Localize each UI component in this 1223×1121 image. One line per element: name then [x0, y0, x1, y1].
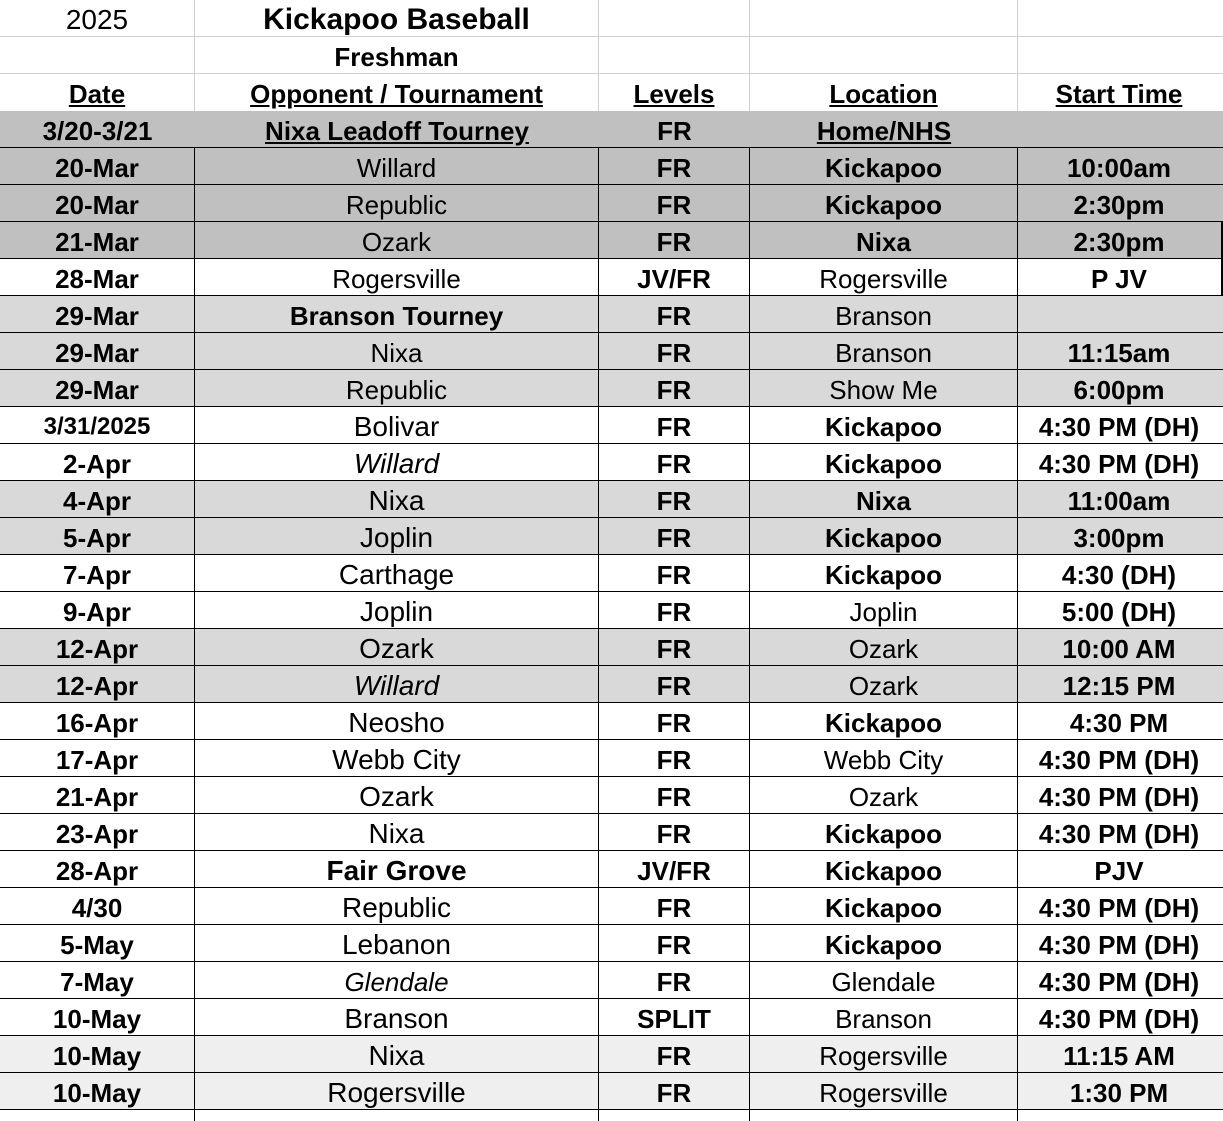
levels-cell: FR: [599, 222, 750, 259]
location-cell: Branson: [750, 999, 1018, 1036]
table-row: [0, 814, 1223, 851]
time-cell: 4:30 (DH): [1061, 559, 1177, 590]
table-row: [0, 555, 1223, 592]
opponent-cell: Neosho: [195, 703, 599, 740]
row-border: [0, 554, 1223, 555]
table-row: [0, 925, 1223, 962]
column-border: [194, 1110, 195, 1121]
row-border: [0, 702, 1223, 703]
row-border: [0, 332, 1223, 333]
time-cell: 10:00 AM: [1062, 633, 1176, 664]
time-cell: 2:30pm: [1073, 189, 1165, 220]
time-cell: 4:30 PM (DH): [1038, 892, 1200, 923]
location-cell: Rogersville: [750, 259, 1018, 296]
table-row: [0, 333, 1223, 370]
date-cell: 20-Mar: [0, 148, 195, 185]
table-row: [0, 222, 1223, 259]
levels-cell: FR: [599, 148, 750, 185]
location-cell: Kickapoo: [750, 148, 1018, 185]
location-cell: Kickapoo: [750, 444, 1018, 481]
location-cell: Kickapoo: [750, 518, 1018, 555]
date-cell: 20-Mar: [0, 185, 195, 222]
location-cell: Webb City: [750, 740, 1018, 777]
opponent-cell: Bolivar: [195, 407, 599, 444]
row-border: [0, 443, 1223, 444]
table-row: [0, 1036, 1223, 1073]
time-cell: 4:30 PM (DH): [1038, 818, 1200, 849]
time-cell: 5:00 (DH): [1061, 596, 1177, 627]
levels-cell: FR: [599, 555, 750, 592]
row-border: [0, 1035, 1223, 1036]
empty-cell: [0, 37, 195, 74]
time-cell: 10:00am: [1066, 152, 1172, 183]
levels-cell: FR: [599, 444, 750, 481]
time-cell: 4:30 PM (DH): [1038, 966, 1200, 997]
date-cell: 29-Mar: [0, 296, 195, 333]
table-row: [0, 444, 1223, 481]
column-border: [1017, 1110, 1018, 1121]
table-row: [0, 370, 1223, 407]
levels-cell: FR: [599, 962, 750, 999]
opponent-cell: Rogersville: [195, 1073, 599, 1110]
time-cell: 2:30pm: [1073, 226, 1165, 257]
levels-cell: FR: [599, 518, 750, 555]
header-opponent: Opponent / Tournament: [195, 74, 599, 111]
location-cell: Nixa: [750, 222, 1018, 259]
time-cell: [1018, 111, 1220, 148]
header-start-time: Start Time: [1055, 78, 1183, 109]
row-border: [0, 998, 1223, 999]
row-border: [0, 184, 1223, 185]
opponent-cell: Branson Tourney: [195, 296, 599, 333]
grid-line: [0, 36, 1223, 37]
empty-cell: [599, 0, 750, 37]
date-cell: 12-Apr: [0, 629, 195, 666]
date-cell: 29-Mar: [0, 333, 195, 370]
row-border: [0, 739, 1223, 740]
grid-line: [0, 73, 1223, 74]
opponent-cell: Ozark: [195, 777, 599, 814]
opponent-cell: Webb City: [195, 740, 599, 777]
table-row: [0, 999, 1223, 1036]
levels-cell: FR: [599, 703, 750, 740]
table-row: [0, 185, 1223, 222]
location-cell: Show Me: [750, 370, 1018, 407]
date-cell: 10-May: [0, 1073, 195, 1110]
empty-cell: [1018, 37, 1220, 74]
opponent-cell: Branson: [195, 999, 599, 1036]
row-border: [0, 628, 1223, 629]
location-cell: Joplin: [750, 592, 1018, 629]
table-row: [0, 888, 1223, 925]
opponent-cell: Republic: [195, 370, 599, 407]
year-label: 2025: [0, 0, 195, 37]
date-cell: 21-Apr: [0, 777, 195, 814]
opponent-cell: Rogersville: [195, 259, 599, 296]
date-cell: 12-Apr: [0, 666, 195, 703]
location-cell: Ozark: [750, 666, 1018, 703]
levels-cell: JV/FR: [599, 851, 750, 888]
opponent-cell: Carthage: [195, 555, 599, 592]
location-cell: Kickapoo: [750, 703, 1018, 740]
row-border: [0, 147, 1223, 148]
levels-cell: JV/FR: [599, 259, 750, 296]
row-border: [0, 665, 1223, 666]
date-cell: 4-Apr: [0, 481, 195, 518]
date-cell: 7-Apr: [0, 555, 195, 592]
date-cell: 16-Apr: [0, 703, 195, 740]
location-cell: Kickapoo: [750, 888, 1018, 925]
opponent-cell: Joplin: [195, 592, 599, 629]
date-cell: 5-Apr: [0, 518, 195, 555]
date-cell: 5-May: [0, 925, 195, 962]
table-row: [0, 777, 1223, 814]
levels-cell: SPLIT: [599, 999, 750, 1036]
time-cell: 11:15 AM: [1063, 1040, 1175, 1071]
levels-cell: FR: [599, 333, 750, 370]
date-cell: 7-May: [0, 962, 195, 999]
table-row: [0, 259, 1223, 296]
opponent-cell: Joplin: [195, 518, 599, 555]
time-cell: 4:30 PM (DH): [1038, 929, 1200, 960]
row-border: [0, 406, 1223, 407]
opponent-cell: Willard: [195, 148, 599, 185]
date-cell: 10-May: [0, 1036, 195, 1073]
time-cell: [1018, 296, 1220, 333]
time-cell: 4:30 PM (DH): [1038, 411, 1200, 442]
levels-cell: FR: [599, 629, 750, 666]
time-cell: 3:00pm: [1073, 522, 1165, 553]
location-cell: Kickapoo: [750, 407, 1018, 444]
row-border: [0, 517, 1223, 518]
time-cell: 11:00am: [1067, 485, 1171, 516]
time-cell: PJV: [1094, 855, 1144, 886]
table-row: [0, 592, 1223, 629]
row-border: [0, 961, 1223, 962]
header-location: Location: [750, 74, 1018, 111]
table-row: [0, 962, 1223, 999]
opponent-cell: Nixa: [195, 1036, 599, 1073]
empty-cell: [750, 0, 1018, 37]
levels-cell: FR: [599, 370, 750, 407]
row-border: [0, 1072, 1223, 1073]
location-cell: Kickapoo: [750, 851, 1018, 888]
opponent-cell: Willard: [195, 444, 599, 481]
levels-cell: FR: [599, 296, 750, 333]
empty-cell: [750, 37, 1018, 74]
time-cell: 4:30 PM (DH): [1038, 448, 1200, 479]
levels-cell: FR: [599, 666, 750, 703]
table-row: [0, 518, 1223, 555]
table-row: [0, 481, 1223, 518]
date-cell: 4/30: [0, 888, 195, 925]
table-row: [0, 1073, 1223, 1110]
row-border: [0, 776, 1223, 777]
empty-cell: [1018, 0, 1220, 37]
location-cell: Ozark: [750, 777, 1018, 814]
levels-cell: FR: [599, 185, 750, 222]
opponent-cell: Nixa: [195, 333, 599, 370]
levels-cell: FR: [599, 777, 750, 814]
location-cell: Kickapoo: [750, 185, 1018, 222]
row-border: [0, 369, 1223, 370]
levels-cell: FR: [599, 925, 750, 962]
time-cell: 4:30 PM (DH): [1038, 781, 1200, 812]
levels-cell: FR: [599, 407, 750, 444]
table-row: [0, 296, 1223, 333]
location-cell: Rogersville: [750, 1073, 1018, 1110]
levels-cell: FR: [599, 814, 750, 851]
team-title: Kickapoo Baseball: [195, 0, 599, 37]
level-title: Freshman: [195, 37, 599, 74]
row-border: [0, 480, 1223, 481]
location-cell: Branson: [750, 333, 1018, 370]
levels-cell: FR: [599, 481, 750, 518]
column-border: [598, 1110, 599, 1121]
opponent-cell: Ozark: [195, 222, 599, 259]
table-row: [0, 407, 1223, 444]
levels-cell: FR: [599, 1073, 750, 1110]
location-cell: Kickapoo: [750, 925, 1018, 962]
empty-cell: [599, 37, 750, 74]
levels-cell: FR: [599, 1036, 750, 1073]
subtitle-row: [0, 37, 1223, 74]
time-cell: 4:30 PM: [1069, 707, 1169, 738]
opponent-cell: Nixa: [195, 814, 599, 851]
location-cell: Kickapoo: [750, 555, 1018, 592]
row-border: [0, 887, 1223, 888]
date-cell: 29-Mar: [0, 370, 195, 407]
table-row: [0, 740, 1223, 777]
opponent-cell: Nixa: [195, 481, 599, 518]
opponent-cell: Nixa Leadoff Tourney: [265, 115, 529, 146]
row-border: [0, 924, 1223, 925]
table-row: [0, 703, 1223, 740]
opponent-cell: Willard: [195, 666, 599, 703]
date-cell: 2-Apr: [0, 444, 195, 481]
time-cell: 4:30 PM (DH): [1038, 744, 1200, 775]
opponent-cell: Lebanon: [195, 925, 599, 962]
levels-cell: FR: [599, 888, 750, 925]
time-cell: 4:30 PM (DH): [1038, 1003, 1200, 1034]
opponent-cell: Glendale: [195, 962, 599, 999]
time-cell: P JV: [1091, 263, 1147, 294]
levels-cell: FR: [657, 115, 692, 146]
table-row: [0, 851, 1223, 888]
levels-cell: FR: [599, 740, 750, 777]
table-row: [0, 148, 1223, 185]
time-cell: 1:30 PM: [1069, 1077, 1169, 1108]
location-cell: Rogersville: [750, 1036, 1018, 1073]
location-cell: Kickapoo: [750, 814, 1018, 851]
opponent-cell: Ozark: [195, 629, 599, 666]
opponent-cell: Republic: [195, 888, 599, 925]
table-row: [0, 666, 1223, 703]
opponent-cell: Republic: [195, 185, 599, 222]
row-border: [0, 813, 1223, 814]
table-row: [0, 111, 1223, 148]
row-border: [0, 1109, 1223, 1110]
header-levels: Levels: [599, 74, 750, 111]
time-cell: 6:00pm: [1073, 374, 1165, 405]
table-row: [0, 629, 1223, 666]
location-cell: Branson: [750, 296, 1018, 333]
row-border: [0, 221, 1223, 222]
opponent-cell: Fair Grove: [195, 851, 599, 888]
location-cell: Glendale: [750, 962, 1018, 999]
date-cell: 9-Apr: [0, 592, 195, 629]
date-cell: 3/20-3/21: [42, 115, 153, 146]
date-cell: 23-Apr: [0, 814, 195, 851]
location-cell: Ozark: [750, 629, 1018, 666]
header-row: [0, 74, 1223, 111]
levels-cell: FR: [599, 592, 750, 629]
location-cell: Home/NHS: [816, 115, 952, 146]
location-cell: Nixa: [750, 481, 1018, 518]
date-cell: 21-Mar: [0, 222, 195, 259]
date-cell: 17-Apr: [0, 740, 195, 777]
column-border: [749, 1110, 750, 1121]
row-border: [0, 258, 1223, 259]
time-cell: 11:15am: [1067, 337, 1171, 368]
header-date: Date: [0, 74, 195, 111]
date-cell: 28-Apr: [0, 851, 195, 888]
row-border: [0, 295, 1223, 296]
date-cell: 3/31/2025: [0, 407, 195, 444]
time-cell: 12:15 PM: [1062, 670, 1176, 701]
date-cell: 28-Mar: [0, 259, 195, 296]
date-cell: 10-May: [0, 999, 195, 1036]
row-border: [0, 850, 1223, 851]
title-row: [0, 0, 1223, 37]
row-border: [0, 591, 1223, 592]
